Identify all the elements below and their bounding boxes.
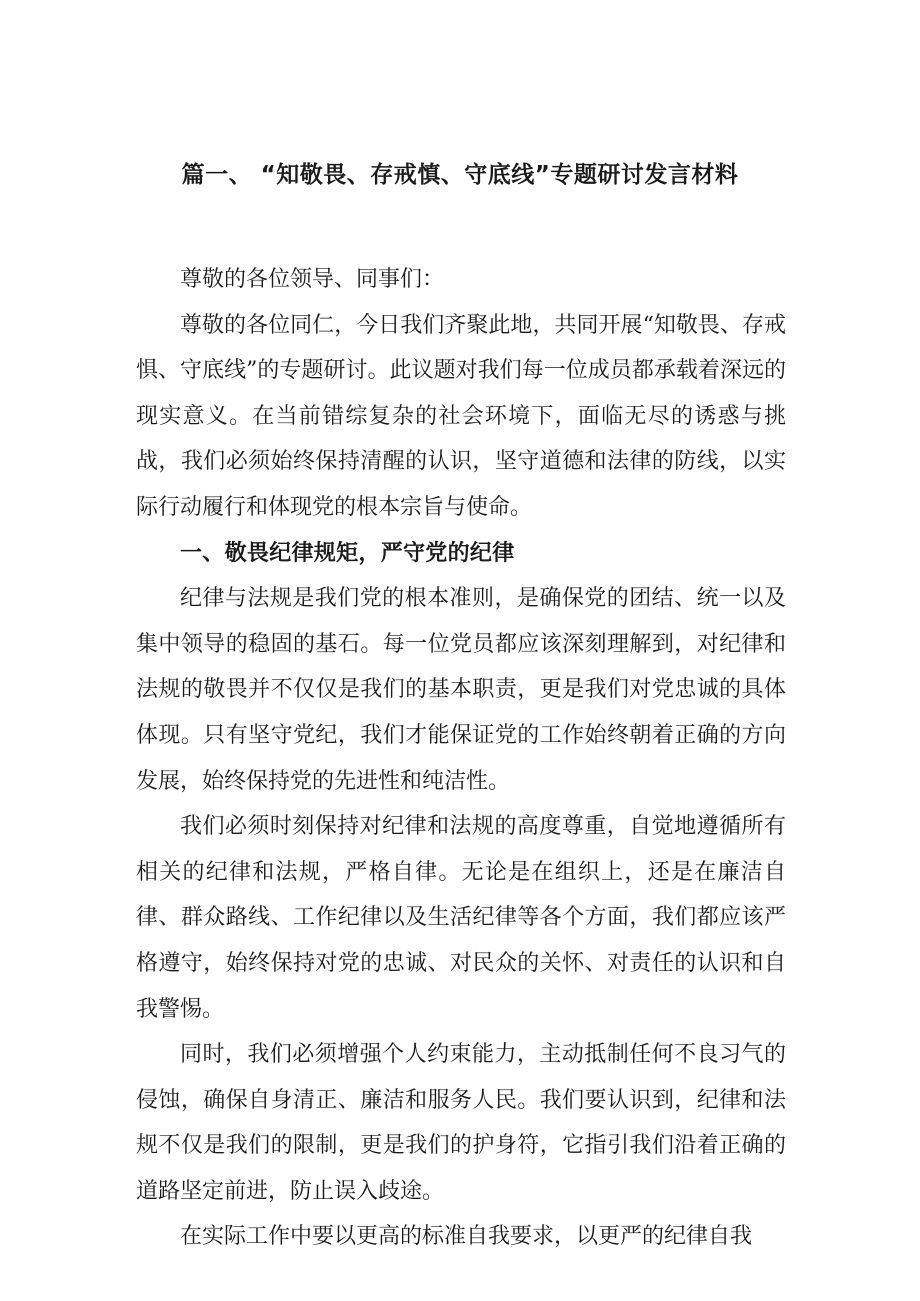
section-heading: 一、敬畏纪律规矩，严守党的纪律: [180, 540, 515, 566]
document-title: 篇一、 “知敬畏、存戒慎、守底线”专题研讨发言材料: [181, 162, 739, 188]
paragraph: 纪律与法规是我们党的根本准则，是确保党的团结、统一以及集中领导的稳固的基石。每一位党员都应该深刻理解到，对纪律和法规的敬畏并不仅仅是我们的基本职责，更是我们对党忠诚的具体体现。只有坚守党纪，我们才能保证党的工作始终朝着正确的方向发展，始终保持党的先进性和纯洁性。: [136, 586, 786, 794]
paragraph: 同时，我们必须增强个人约束能力，主动抵制任何不良习气的侵蚀，确保自身清正、廉洁和服务人民。我们要认识到，纪律和法规不仅是我们的限制，更是我们的护身符，它指引我们沿着正确的道路坚定前进，防止误入歧途。: [136, 1042, 786, 1204]
paragraph: 在实际工作中要以更高的标准自我要求，以更严的纪律自我: [180, 1224, 753, 1250]
paragraph: 我们必须时刻保持对纪律和法规的高度尊重，自觉地遵循所有相关的纪律和法规，严格自律。无论是在组织上，还是在廉洁自律、群众路线、工作纪律以及生活纪律等各个方面，我们都应该严格遵守，始终保持对党的忠诚、对民众的关怀、对责任的认识和自我警惕。: [136, 814, 786, 1022]
salutation: 尊敬的各位领导、同事们：: [180, 267, 445, 292]
document-body: [136, 257, 786, 1260]
paragraph: 尊敬的各位同仁，今日我们齐聚此地，共同开展“知敬畏、存戒惧、守底线”的专题研讨。此议题对我们每一位成员都承载着深远的现实意义。在当前错综复杂的社会环境下，面临无尽的诱惑与挑战，我们必须始终保持清醒的认识，坚守道德和法律的防线，以实际行动履行和体现党的根本宗旨与使命。: [136, 312, 786, 520]
